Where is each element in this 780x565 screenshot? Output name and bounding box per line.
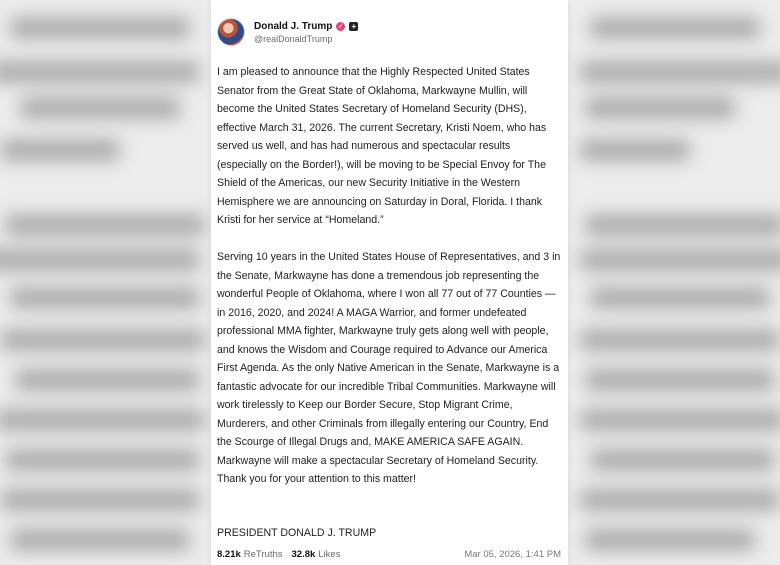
author-info: [254, 21, 358, 44]
post-paragraph: I am pleased to announce that the Highly Respected United States Senator from the Great State of Oklahoma, Markwayne Mullin, will become the United States Secretary of Homeland Security (DHS), effective March 31, 2026. The current Secretary, Kristi Noem, who has served us well, and has had numerous and spectacular results (especially on the Border!), will be moving to be Special Envoy for The Shield of the Americas, our new Security Initiative in the Western Hemisphere we are announcing on Saturday in Doral, Florida. I thank Kristi for her service at “Homeland.”: [217, 66, 547, 226]
post-body: [217, 63, 561, 507]
blur-stripe: [580, 62, 780, 82]
truth-social-post: [211, 0, 568, 565]
blur-stripe: [0, 490, 200, 510]
display-name[interactable]: Donald J. Trump: [254, 20, 333, 32]
blur-stripe: [0, 62, 200, 82]
blur-stripe: [590, 288, 770, 308]
blur-stripe: [20, 98, 180, 118]
retruths-count[interactable]: 8.21k: [217, 549, 241, 560]
blur-stripe: [580, 490, 780, 510]
blur-stripe: [5, 450, 200, 470]
post-stats: [217, 549, 561, 560]
blur-stripe: [0, 410, 205, 430]
blur-stripe: [585, 530, 755, 550]
retruths-label[interactable]: ReTruths: [243, 549, 283, 560]
blur-stripe: [585, 370, 775, 390]
likes-label[interactable]: Likes: [318, 549, 341, 560]
plus-icon[interactable]: +: [349, 22, 358, 31]
blur-stripe: [10, 18, 190, 38]
blur-stripe: [5, 215, 205, 235]
verified-badge-icon: ✓: [337, 22, 344, 30]
blur-stripe: [10, 530, 190, 550]
blur-stripe: [590, 450, 775, 470]
blur-stripe: [580, 140, 690, 160]
post-paragraph: Serving 10 years in the United States House of Representatives, and 3 in the Senate, Markwayne has done a tremendous job representing the wonderful People of Oklahoma, where I won all 77 out of 77 Counties — in 2016, 2020, and 2024! A MAGA Warrior, and former undefeated professional MMA fighter, Markwayne truly gets along well with people, and knows the Wisdom and Courage required to Advance our America First Agenda. As the only Native American in the Senate, Markwayne is a fantastic advocate for our incredible Tribal Communities. Markwayne will work tirelessly to Keep our Border Secure, Stop Migrant Crime, Murderers, and other Criminals from illegally entering our Country, End the Scourge of Illegal Drugs and, MAKE AMERICA SAFE AGAIN. Markwayne will make a spectacular Secretary of Homeland Security. Thank you for your attention to this matter!: [217, 251, 561, 485]
blur-stripe: [580, 410, 780, 430]
blur-stripe: [580, 250, 780, 270]
blur-stripe: [590, 18, 760, 38]
blur-stripe: [15, 370, 200, 390]
likes-count[interactable]: 32.8k: [291, 549, 316, 560]
user-handle[interactable]: @realDonaldTrump: [254, 33, 333, 44]
blur-stripe: [580, 330, 780, 350]
post-signature: PRESIDENT DONALD J. TRUMP: [217, 527, 377, 539]
blur-stripe: [585, 215, 780, 235]
post-header: [217, 18, 358, 46]
name-row: [254, 21, 358, 32]
blur-stripe: [0, 140, 120, 160]
avatar[interactable]: [217, 18, 245, 46]
blur-stripe: [10, 288, 200, 308]
blur-stripe: [0, 250, 200, 270]
post-timestamp[interactable]: Mar 05, 2026, 1:41 PM: [464, 549, 561, 560]
blur-stripe: [0, 330, 205, 350]
blur-stripe: [585, 98, 735, 118]
